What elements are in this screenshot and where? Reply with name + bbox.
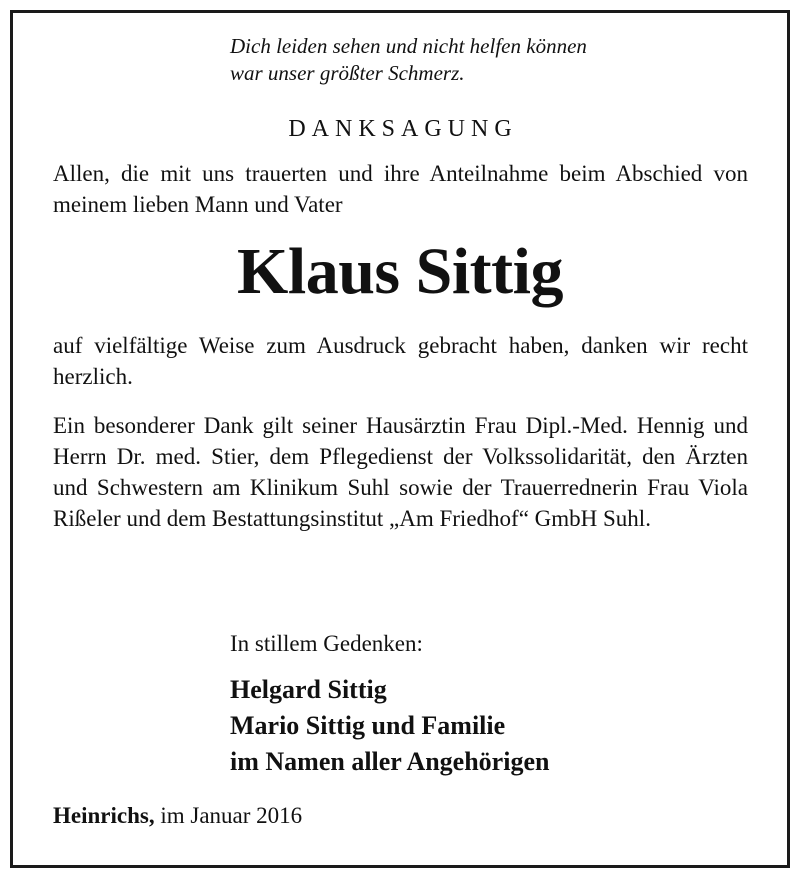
signer-name: Mario Sittig und Familie — [230, 711, 506, 740]
place-town: Heinrichs, — [53, 803, 155, 828]
signers-list — [230, 672, 549, 780]
motto-line-1: Dich leiden sehen und nicht helfen können — [230, 34, 587, 58]
notice-heading: DANKSAGUNG — [288, 116, 518, 142]
thanks-paragraph: auf vielfältige Weise zum Ausdruck gebracht haben, danken wir recht herzlich. — [53, 333, 748, 389]
special-thanks-paragraph: Ein besonderer Dank gilt seiner Hausärztin Frau Dipl.-Med. Hennig und Herrn Dr. med. Stier, dem Pflegedienst der Volkssolidarität, den Ärzten und Schwestern am Klinikum Suhl sowie der Trauerrednerin Frau Viola Rißeler und dem Bestattungsinstitut „Am Friedhof“ GmbH Suhl. — [53, 413, 748, 531]
place-date-line — [53, 800, 302, 831]
signer-name: Helgard Sittig — [230, 675, 387, 704]
motto-line-2: war unser größter Schmerz. — [230, 61, 465, 85]
memory-label: In stillem Gedenken: — [230, 631, 423, 656]
notice-date: im Januar 2016 — [160, 803, 303, 828]
deceased-name: Klaus Sittig — [237, 235, 563, 308]
signer-name: im Namen aller Angehörigen — [230, 747, 550, 776]
motto-quote — [230, 33, 730, 87]
intro-paragraph: Allen, die mit uns trauerten und ihre Anteilnahme beim Abschied von meinem lieben Mann und Vater — [53, 161, 748, 217]
